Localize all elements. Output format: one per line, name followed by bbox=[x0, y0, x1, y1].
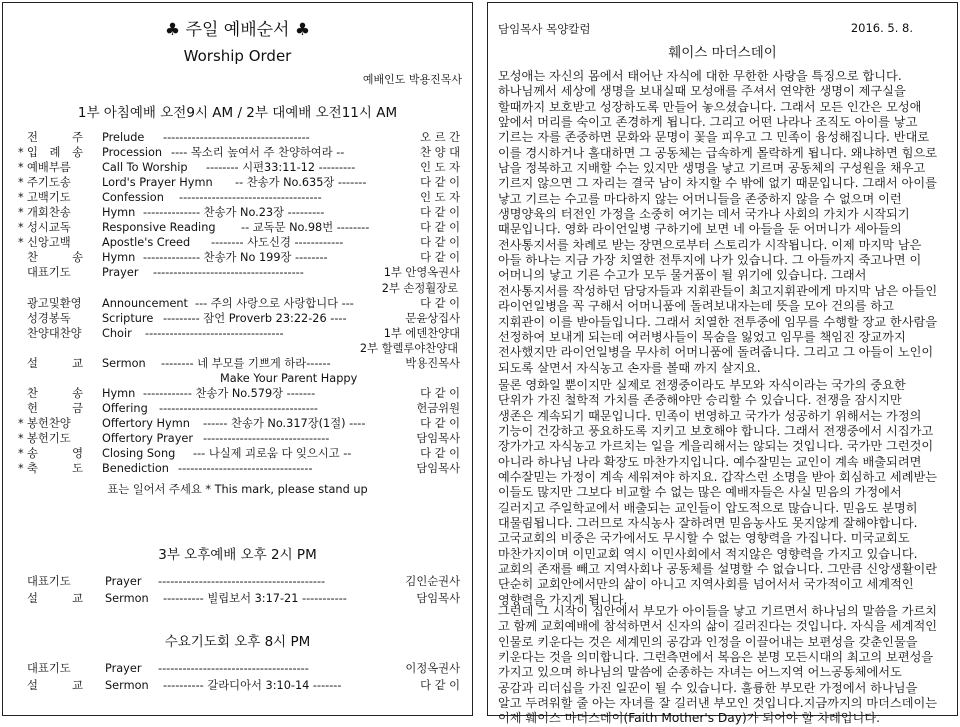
order-item-en: Closing Song bbox=[102, 447, 176, 461]
column-line: 인물로 키운다는 것은 세계민의 공감과 인정을 이끌어내는 보편성을 갖춘인물을 bbox=[498, 634, 918, 649]
column-line: 전사통지서를 작성하던 담당자들과 지휘관들이 최고지휘관에게 마지막 남은 아들인 bbox=[498, 283, 938, 298]
order-item-leader: 오 르 간 bbox=[420, 131, 460, 144]
column-line: 가지고 있으며 하나님의 말씀에 순종하는 자녀는 어느지역 어느공동체에서도 bbox=[498, 665, 902, 680]
column-line: 라이언일병을 꼭 구해서 어머니품에 돌려보내자는데 뜻을 모아 건의를 하고 bbox=[498, 299, 894, 314]
order-item-ko: 개회찬송 bbox=[27, 206, 71, 220]
order-item-ko: 고백기도 bbox=[27, 191, 71, 205]
order-item-leader: 다 같 이 bbox=[420, 447, 460, 461]
order-item-ko: 대표기도 bbox=[27, 266, 71, 280]
order-item-en: Prelude bbox=[102, 131, 145, 144]
order-row bbox=[3, 250, 474, 265]
order-item-leader: 다 같 이 bbox=[420, 236, 460, 250]
order-item-leader: 다 같 이 bbox=[420, 251, 460, 265]
order-item-en: Choir bbox=[102, 326, 132, 340]
morning-service-header: 1부 아침예배 오전9시 AM / 2부 대예배 오전11시 AM bbox=[77, 105, 398, 121]
bulletin-title: ♣ 주일 예배순서 ♣ bbox=[164, 20, 311, 40]
order-item-leader: 이정옥권사 bbox=[405, 662, 460, 675]
order-item-en: Sermon bbox=[102, 356, 146, 370]
order-item-detail: ------------------------------------- bbox=[153, 266, 304, 280]
order-item-leader: 찬 양 대 bbox=[420, 146, 460, 160]
order-item-detail: --------------------------------- bbox=[178, 462, 313, 476]
order-item-leader: 박용진목사 bbox=[405, 356, 460, 370]
order-item-leader: 문윤상집사 bbox=[405, 311, 460, 325]
order-item-ko: 봉헌기도 bbox=[27, 432, 71, 445]
order-item-detail: ---------- 빌립보서 3:17-21 ----------- bbox=[163, 591, 347, 605]
order-item-ko: 입 례 송 bbox=[27, 146, 83, 160]
order-item-leader: 인 도 자 bbox=[420, 161, 460, 175]
order-item-detail: --------------------------------------- bbox=[159, 401, 318, 415]
stand-mark: * bbox=[18, 146, 24, 160]
column-line: 물론 영화일 뿐이지만 실제로 전쟁중이라도 부모와 자식이라는 국가의 중요한 bbox=[498, 378, 906, 392]
stand-note: 표는 일어서 주세요 * This mark, please stand up bbox=[107, 483, 368, 496]
order-row bbox=[3, 661, 474, 676]
order-item-en: Scripture bbox=[102, 311, 154, 325]
order-item-detail: -------- 네 부모를 기쁘게 하라------ bbox=[161, 356, 331, 370]
order-item-ko: 성시교독 bbox=[27, 221, 71, 235]
order-item-leader: 1부 안영옥권사 bbox=[383, 266, 460, 280]
order-item-en: Hymn bbox=[102, 206, 136, 220]
order-item-detail: --------- 잠언 Proverb 23:22-26 ---- bbox=[163, 311, 347, 325]
column-line: 키운다는 것을 의미합니다. 그런측면에서 복음은 분명 모든시대의 최고의 보편성을 bbox=[498, 650, 934, 665]
bulletin-title-en: Worship Order bbox=[183, 47, 292, 65]
order-row bbox=[3, 326, 474, 341]
order-item-en: Offering bbox=[102, 401, 148, 415]
column-line: 이제 훼이스 마더스데이(Faith Mother's Day)가 되어야 할 차례입니다. bbox=[498, 711, 880, 726]
order-item-ko: 찬 송 bbox=[27, 251, 83, 265]
order-item-en: Call To Worship bbox=[102, 161, 188, 175]
column-paragraph bbox=[498, 604, 950, 727]
column-line: 기르지 않으면 그 자리는 결국 남이 차지할 수 밖에 없기 때문입니다. 그래서 아이를 bbox=[498, 176, 937, 191]
wednesday-service-header: 수요기도회 오후 8시 PM bbox=[164, 634, 311, 650]
order-item-leader: 담임목사 bbox=[416, 432, 460, 445]
order-row bbox=[3, 296, 474, 311]
order-item-leader: 담임목사 bbox=[416, 591, 460, 605]
stand-mark: * bbox=[18, 161, 24, 175]
column-line: 예수잘믿는 가정이 계속 세워져야 하지요. 갑작스런 소명을 받아 회심하고 세례받는 bbox=[498, 470, 938, 485]
column-line: 기르는 자를 존중하면 문화와 문명이 꽃을 피우고 그 민족이 융성해집니다. 반대로 bbox=[498, 130, 930, 145]
column-line: 기능이 건강하고 풍요하도록 지키고 보호해야 합니다. 그래서 전쟁중에서 시집가고 bbox=[498, 424, 934, 439]
order-item-ko: 전 주 bbox=[27, 131, 83, 144]
order-row bbox=[3, 356, 474, 371]
column-line: 전사통지서를 차례로 받는 장면으로부터 스토리가 시작됩니다. 이제 마지막 남은 bbox=[498, 237, 922, 252]
order-item-leader: 다 같 이 bbox=[420, 221, 460, 235]
order-item-en: Hymn bbox=[102, 386, 136, 400]
order-item-detail: ---------- 갈라디아서 3:10-14 ------- bbox=[163, 678, 342, 692]
order-row bbox=[3, 431, 474, 446]
order-row bbox=[3, 446, 474, 461]
order-row bbox=[3, 386, 474, 401]
order-item-leader: 담임목사 bbox=[416, 462, 460, 476]
column-line: 고국교회의 비중은 국가에서도 무시할 수 없는 영향력을 가집니다. 미국교회도 bbox=[498, 531, 910, 546]
order-item-en: Prayer bbox=[105, 662, 142, 675]
sermon-title-en: Make Your Parent Happy bbox=[220, 371, 358, 385]
order-item-ko: 대표기도 bbox=[27, 662, 71, 675]
column-line: 전사했지만 라이언일병을 무사히 어머니품에 돌려줍니다. 그리고 그 아들이 노인이 bbox=[498, 345, 934, 360]
stand-mark: * bbox=[18, 447, 24, 461]
column-line: 되도록 살면서 자식농고 손자를 볼때 까지 살지요. bbox=[498, 360, 761, 375]
order-item-ko: 설 교 bbox=[27, 591, 83, 605]
order-item-leader-2: 2부 할렐루야찬양대 bbox=[359, 341, 458, 355]
column-paragraph bbox=[498, 378, 950, 608]
column-line: 하나님께서 세상에 생명을 보내실때 모성애를 주셔서 연약한 생명이 제구실을 bbox=[498, 84, 906, 99]
order-item-en: Procession bbox=[102, 146, 163, 160]
order-item-detail: -------------- 찬송가 No 199장 -------- bbox=[143, 251, 328, 265]
order-item-ko: 설 교 bbox=[27, 678, 83, 692]
column-line: 낳고 기르는 수고를 마다하지 않는 어머니들을 존중하지 않을 수 없으며 이런 bbox=[498, 191, 902, 206]
order-item-leader: 헌금위원 bbox=[416, 401, 460, 415]
column-line: 할때까지 보호받고 성장하도록 만들어 놓으셨습니다. 그래서 모든 인간은 모성애 bbox=[498, 99, 922, 114]
column-line: 그런데 그 시작이 집안에서 부모가 아이들을 낳고 기르면서 하나님의 말씀을 가르치 bbox=[498, 604, 938, 618]
column-line: 이들도 많지만 그보다 비교할 수 없는 많은 예배자들은 사실 믿음의 가정에서 bbox=[498, 485, 902, 500]
stand-mark: * bbox=[18, 416, 24, 430]
order-item-detail: ----------------------------------------- bbox=[158, 575, 326, 588]
order-item-en: Prayer bbox=[105, 575, 142, 588]
order-item-en: Sermon bbox=[105, 591, 149, 605]
order-row bbox=[3, 461, 474, 476]
order-item-ko: 성경봉독 bbox=[27, 311, 71, 325]
order-row bbox=[3, 591, 474, 606]
order-item-ko: 광고및환영 bbox=[27, 296, 82, 310]
order-item-ko: 축 도 bbox=[27, 462, 83, 476]
order-item-ko: 주기도송 bbox=[27, 176, 71, 190]
order-item-detail: ----------------------------------- bbox=[179, 191, 322, 205]
order-item-detail: ------------ 찬송가 No.579장 ------- bbox=[143, 386, 316, 400]
order-row bbox=[3, 190, 474, 205]
stand-mark: * bbox=[18, 191, 24, 205]
column-line: 때문입니다. 영화 라이언일병 구하기에 보면 네 아들을 둔 어머니가 세아들의 bbox=[498, 222, 902, 237]
order-item-ko: 예배부름 bbox=[27, 161, 71, 175]
column-line: 아니라 하나님 나라 확장도 마찬가지입니다. 예수잘믿는 교인이 계속 배출되려면 bbox=[498, 454, 922, 469]
order-item-ko: 송 영 bbox=[27, 447, 83, 461]
worship-leader: 예배인도 박용진목사 bbox=[362, 73, 462, 86]
order-item-en: Hymn bbox=[102, 251, 136, 265]
order-item-detail: ---- 목소리 높여서 주 찬양하여라 -- bbox=[171, 146, 345, 160]
column-header: 담임목사 목양칼럼 bbox=[498, 22, 591, 36]
order-item-detail: ------------------------------------ bbox=[163, 131, 310, 144]
order-item-en: Confession bbox=[102, 191, 164, 205]
order-item-detail: --- 나실제 괴로움 다 잊으시고 -- bbox=[193, 447, 352, 461]
column-line: 고 함께 교회예배에 참석하면서 신자의 삶이 길러진다는 것입니다. 자식을 세계적인 bbox=[498, 619, 938, 634]
column-line: 모성애는 자신의 몸에서 태어난 자식에 대한 무한한 사랑을 특징으로 합니다. bbox=[498, 69, 902, 83]
order-row bbox=[3, 235, 474, 250]
column-line: 대물림됩니다. 그러므로 자식농사 잘하려면 믿음농사도 못지않게 잘해야합니다. bbox=[498, 516, 918, 531]
column-line: 어머니의 낳고 기른 수고가 모두 물거품이 될 위기에 있습니다. 그래서 bbox=[498, 268, 867, 283]
stand-mark: * bbox=[18, 462, 24, 476]
order-item-en: Responsive Reading bbox=[102, 221, 216, 235]
order-item-leader: 인 도 자 bbox=[420, 191, 460, 205]
order-item-detail: -------- 사도신경 ------------ bbox=[211, 236, 344, 250]
column-line: 단순히 교회안에서만의 삶이 아니고 지역사회를 넘어서서 국가적이고 세계적인 bbox=[498, 577, 914, 592]
column-line: 생명양육의 터전인 가정을 소중히 여기는 데서 국가나 사회의 가치가 시작되기 bbox=[498, 207, 910, 222]
order-item-ko: 설 교 bbox=[27, 356, 83, 370]
column-paragraph bbox=[498, 69, 950, 376]
order-row bbox=[3, 574, 474, 589]
column-line: 앞에서 머리를 숙이고 존경하게 됩니다. 그리고 어떤 나라나 조직도 아이를 낳고 bbox=[498, 115, 918, 130]
order-item-en: Sermon bbox=[105, 678, 149, 692]
order-item-ko: 헌 금 bbox=[27, 401, 83, 415]
order-row bbox=[3, 265, 474, 280]
order-item-ko: 대표기도 bbox=[27, 575, 71, 588]
order-item-leader-2: 2부 손정훨장로 bbox=[381, 281, 458, 295]
stand-mark: * bbox=[18, 176, 24, 190]
column-line: 생존은 계속되기 때문입니다. 민족이 번영하고 국가가 성공하기 위해서는 가정의 bbox=[498, 408, 922, 423]
order-row bbox=[3, 175, 474, 190]
column-line: 남을 정복하고 지배할 수는 있지만 생명을 낳고 기르며 공동체의 구성원을 채우고 bbox=[498, 161, 926, 176]
order-row bbox=[3, 416, 474, 431]
order-row bbox=[3, 160, 474, 175]
order-item-leader: 다 같 이 bbox=[420, 416, 460, 430]
order-row bbox=[3, 130, 474, 145]
stand-mark: * bbox=[18, 221, 24, 235]
order-item-detail: ------------------------------------- bbox=[158, 662, 309, 675]
order-item-detail: --- 주의 사랑으로 사랑합니다 --- bbox=[195, 296, 354, 310]
order-item-leader: 김인순권사 bbox=[405, 575, 460, 588]
column-line: 영향력을 가지게 됩니다. bbox=[498, 592, 628, 607]
order-item-detail: ---------------------------------- bbox=[145, 326, 284, 340]
column-line: 마찬가지이며 이민교회 역시 이민사회에서 적지않은 영향력을 가지고 있습니다. bbox=[498, 546, 918, 561]
order-item-detail: ------ 찬송가 No.317장(1절) ---- bbox=[203, 416, 366, 430]
stand-mark: * bbox=[18, 206, 24, 220]
order-item-detail: -- 찬송가 No.635장 ------- bbox=[235, 176, 367, 190]
order-item-detail: ------------------------------- bbox=[203, 432, 330, 445]
order-item-detail: -- 교독문 No.98번 -------- bbox=[241, 221, 370, 235]
order-row bbox=[3, 145, 474, 160]
stand-mark: * bbox=[18, 432, 24, 445]
column-title: 훼이스 마더스데이 bbox=[668, 45, 777, 61]
column-line: 아들 하나는 지금 가장 치열한 전투지에 나가 있습니다. 그 아들까지 죽고나면 이 bbox=[498, 253, 922, 268]
order-item-en: Announcement bbox=[102, 296, 188, 310]
order-item-leader: 다 같 이 bbox=[420, 678, 460, 692]
order-item-ko: 신앙고백 bbox=[27, 236, 71, 250]
order-item-ko: 찬 송 bbox=[27, 386, 83, 400]
order-item-leader: 1부 에덴찬양대 bbox=[383, 326, 460, 340]
order-item-en: Offertory Prayer bbox=[102, 432, 193, 445]
order-item-en: Apostle's Creed bbox=[102, 236, 191, 250]
stand-mark: * bbox=[18, 236, 24, 250]
order-item-en: Prayer bbox=[102, 266, 139, 280]
column-line: 장가가고 자식농고 가르치는 일을 게을리해서는 않되는 것입니다. 국가만 그런것이 bbox=[498, 439, 934, 454]
order-item-en: Lord's Prayer Hymn bbox=[102, 176, 213, 190]
column-line: 공감과 리더십을 가진 일꾼이 될 수 있습니다. 훌륭한 부모란 가정에서 하나님을 bbox=[498, 680, 918, 695]
column-line: 선정하여 보내게 되는데 여러병사들이 목숨을 잃었고 임무를 책임진 장교까지 bbox=[498, 329, 906, 344]
order-row bbox=[3, 220, 474, 235]
order-item-leader: 다 같 이 bbox=[420, 206, 460, 220]
order-item-ko: 봉헌찬양 bbox=[27, 416, 71, 430]
afternoon-service-header: 3부 오후예배 오후 2시 PM bbox=[158, 547, 317, 563]
column-line: 교회의 존재를 빼고 지역사회나 공동체를 설명할 수 없습니다. 그만큼 신앙생활이란 bbox=[498, 562, 938, 577]
order-item-detail: -------------- 찬송가 No.23장 --------- bbox=[143, 206, 325, 220]
order-row bbox=[3, 401, 474, 416]
order-item-detail: -------- 시편33:11-12 --------- bbox=[206, 161, 356, 175]
order-item-leader: 다 같 이 bbox=[420, 176, 460, 190]
column-line: 알고 두려워할 줄 아는 자녀를 잘 길러낸 부모인 것입니다.지금까지의 마더스데이는 bbox=[498, 696, 938, 711]
order-row bbox=[3, 205, 474, 220]
order-item-en: Benediction bbox=[102, 462, 169, 476]
column-line: 길러지고 주일학교에서 배출되는 교인들이 압도적으로 많습니다. 믿음도 분명히 bbox=[498, 500, 918, 515]
order-item-leader: 다 같 이 bbox=[420, 296, 460, 310]
order-item-leader: 다 같 이 bbox=[420, 386, 460, 400]
column-line: 지휘관이 이를 받아들입니다. 그래서 치열한 전투중에 임무를 수행할 장교 한사람을 bbox=[498, 314, 938, 329]
column-line: 이를 경시하거나 홀대하면 그 공동체는 급속하게 몰락하게 됩니다. 왜냐하면 힘으로 bbox=[498, 145, 938, 160]
order-item-en: Offertory Hymn bbox=[102, 416, 190, 430]
order-row bbox=[3, 678, 474, 693]
bulletin-page bbox=[2, 2, 473, 716]
order-item-ko: 찬양대찬양 bbox=[27, 326, 82, 340]
column-line: 단위가 가진 철학적 가치를 존중해야만 승리할 수 있습니다. 전쟁을 잠시지만 bbox=[498, 393, 902, 408]
pastor-column-page bbox=[487, 2, 958, 726]
column-date: 2016. 5. 8. bbox=[850, 21, 913, 35]
order-row bbox=[3, 311, 474, 326]
